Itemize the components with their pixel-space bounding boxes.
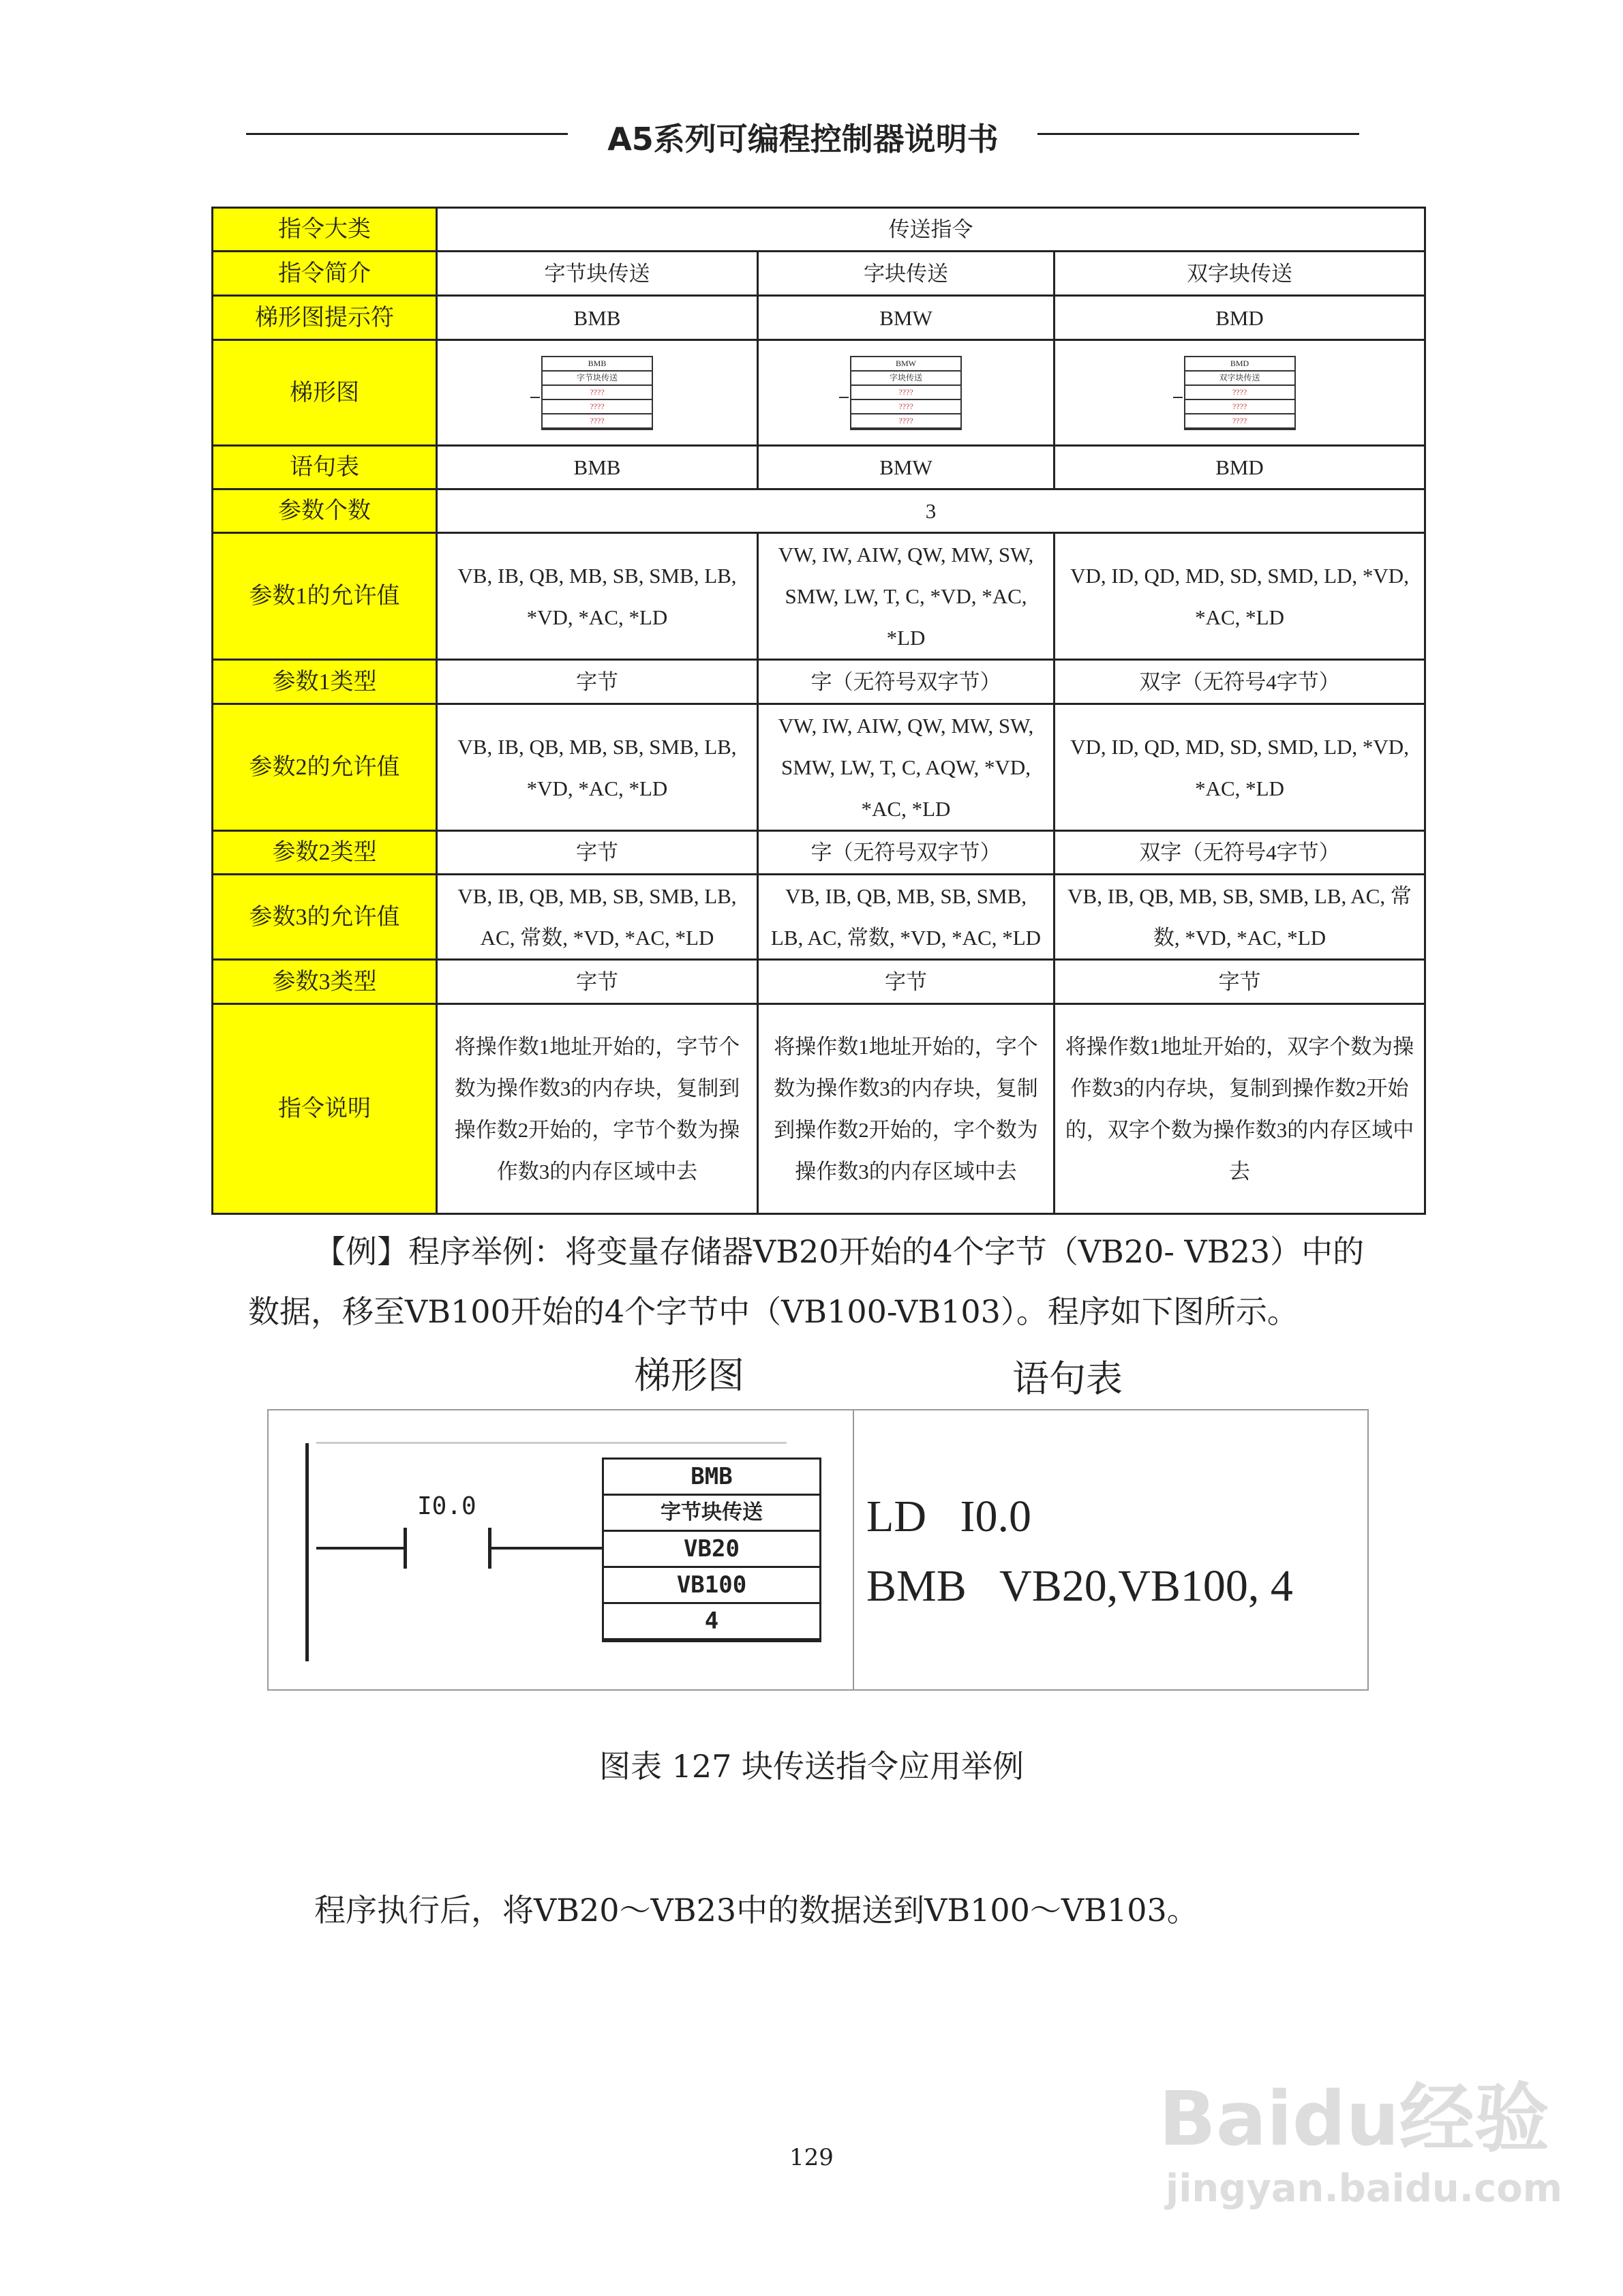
table-cell: VW, IW, AIW, QW, MW, SW, SMW, LW, T, C, *VD, *AC, *LD [758, 533, 1055, 660]
baidu-watermark [1159, 2059, 1562, 2211]
table-cell: BMB [437, 296, 758, 340]
row-header: 参数1的允许值 [213, 533, 437, 660]
top-guide-line [316, 1442, 787, 1444]
mini-param: ???? [851, 386, 960, 400]
table-cell: VD, ID, QD, MD, SD, SMD, LD, *VD, *AC, *LD [1055, 704, 1425, 831]
row-header: 参数个数 [213, 489, 437, 533]
rung-wire-left [316, 1547, 404, 1550]
table-cell: 字节 [1055, 960, 1425, 1004]
mini-ladder-box [1184, 356, 1296, 430]
watermark-url: jingyan.baidu.com [1166, 2166, 1563, 2211]
mini-desc: 字节块传送 [543, 372, 652, 386]
row-header: 指令说明 [213, 1004, 437, 1214]
table-cell: 将操作数1地址开始的，字个数为操作数3的内存块，复制到操作数2开始的，字个数为操作数3的内存区域中去 [758, 1004, 1055, 1214]
contact-left-bar [404, 1528, 407, 1569]
row-header: 语句表 [213, 446, 437, 489]
mini-ladder-box [850, 356, 962, 430]
figure-divider [853, 1410, 854, 1689]
table-cell: 双字（无符号4字节） [1055, 660, 1425, 704]
mini-opcode: BMB [543, 357, 652, 372]
table-cell: 3 [437, 489, 1425, 533]
table-cell: 字（无符号双字节） [758, 660, 1055, 704]
document-title: A5系列可编程控制器说明书 [607, 121, 999, 157]
table-cell: VD, ID, QD, MD, SD, SMD, LD, *VD, *AC, *LD [1055, 533, 1425, 660]
contact-address: I0.0 [417, 1492, 476, 1520]
mini-opcode: BMW [851, 357, 960, 372]
bmb-function-box [602, 1457, 821, 1642]
mini-param: ???? [1185, 386, 1294, 400]
rung-wire-right [491, 1547, 602, 1550]
ladder-label: 梯形图 [634, 1354, 744, 1397]
table-cell: BMW [758, 296, 1055, 340]
table-row [213, 660, 1425, 704]
instruction-table [211, 207, 1426, 1215]
box-description: 字节块传送 [604, 1496, 819, 1532]
table-cell: 双字块传送 [1055, 252, 1425, 296]
mini-desc: 字块传送 [851, 372, 960, 386]
box-param-out: VB100 [604, 1568, 819, 1604]
table-cell: VB, IB, QB, MB, SB, SMB, LB, AC, 常数, *VD, *AC, *LD [758, 875, 1055, 960]
table-cell: 字（无符号双字节） [758, 831, 1055, 875]
row-header: 参数3类型 [213, 960, 437, 1004]
table-cell: BMW [758, 446, 1055, 489]
mini-param: ???? [543, 386, 652, 400]
table-cell: 将操作数1地址开始的，字节个数为操作数3的内存块，复制到操作数2开始的，字节个数为操作数3的内存区域中去 [437, 1004, 758, 1214]
header-rule-right [1037, 133, 1359, 135]
table-cell: 字节 [437, 960, 758, 1004]
table-row [213, 446, 1425, 489]
row-header: 参数2的允许值 [213, 704, 437, 831]
table-cell: 传送指令 [437, 208, 1425, 252]
table-cell: 字节 [437, 660, 758, 704]
figure-caption: 图表 127 块传送指令应用举例 [598, 1748, 1025, 1785]
mini-param: ???? [543, 400, 652, 414]
mini-ladder-box [541, 356, 653, 430]
table-row [213, 960, 1425, 1004]
row-header: 参数3的允许值 [213, 875, 437, 960]
mini-desc: 双字块传送 [1185, 372, 1294, 386]
table-row [213, 1004, 1425, 1214]
table-cell: 双字（无符号4字节） [1055, 831, 1425, 875]
watermark-brand: Baidu经验 [1159, 2075, 1549, 2162]
row-header: 参数2类型 [213, 831, 437, 875]
table-row [213, 252, 1425, 296]
table-cell: 字节 [437, 831, 758, 875]
table-cell: VB, IB, QB, MB, SB, SMB, LB, *VD, *AC, *LD [437, 704, 758, 831]
table-row [213, 340, 1425, 446]
box-param-in: VB20 [604, 1532, 819, 1568]
ladder-thumbnail-cell [437, 340, 758, 446]
mini-param: ???? [851, 414, 960, 429]
example-figure [267, 1409, 1369, 1691]
table-cell: 字节 [758, 960, 1055, 1004]
table-cell: VB, IB, QB, MB, SB, SMB, LB, AC, 常数, *VD, *AC, *LD [1055, 875, 1425, 960]
page-number: 129 [789, 2144, 834, 2171]
table-row [213, 704, 1425, 831]
header-rule-left [246, 133, 568, 135]
box-param-n: 4 [604, 1604, 819, 1640]
table-row [213, 875, 1425, 960]
table-cell: 字节块传送 [437, 252, 758, 296]
table-cell: BMB [437, 446, 758, 489]
mini-param: ???? [543, 414, 652, 429]
box-opcode: BMB [604, 1460, 819, 1496]
ladder-thumbnail-cell [758, 340, 1055, 446]
result-text: 程序执行后，将VB20～VB23中的数据送到VB100～VB103。 [314, 1892, 1198, 1929]
table-row [213, 489, 1425, 533]
row-header: 指令大类 [213, 208, 437, 252]
row-header: 指令简介 [213, 252, 437, 296]
table-cell: VB, IB, QB, MB, SB, SMB, LB, *VD, *AC, *LD [437, 533, 758, 660]
table-row [213, 296, 1425, 340]
mini-param: ???? [851, 400, 960, 414]
table-cell: BMD [1055, 296, 1425, 340]
stl-line-2: BMB VB20,VB100, 4 [866, 1561, 1293, 1611]
table-cell: VB, IB, QB, MB, SB, SMB, LB, AC, 常数, *VD, *AC, *LD [437, 875, 758, 960]
mini-param: ???? [1185, 400, 1294, 414]
table-row [213, 831, 1425, 875]
example-line-1: 【例】程序举例：将变量存储器VB20开始的4个字节（VB20- VB23）中的 [314, 1233, 1365, 1270]
table-row [213, 208, 1425, 252]
row-header: 梯形图 [213, 340, 437, 446]
mini-opcode: BMD [1185, 357, 1294, 372]
stl-line-1: LD I0.0 [866, 1492, 1031, 1541]
power-rail [305, 1443, 309, 1661]
table-cell: BMD [1055, 446, 1425, 489]
row-header: 梯形图提示符 [213, 296, 437, 340]
example-line-2: 数据，移至VB100开始的4个字节中（VB100-VB103）。程序如下图所示。 [248, 1293, 1299, 1330]
row-header: 参数1类型 [213, 660, 437, 704]
table-cell: VW, IW, AIW, QW, MW, SW, SMW, LW, T, C, AQW, *VD, *AC, *LD [758, 704, 1055, 831]
stl-label: 语句表 [1012, 1357, 1123, 1400]
mini-param: ???? [1185, 414, 1294, 429]
table-cell: 将操作数1地址开始的，双字个数为操作数3的内存块，复制到操作数2开始的，双字个数为操作数3的内存区域中去 [1055, 1004, 1425, 1214]
ladder-thumbnail-cell [1055, 340, 1425, 446]
table-row [213, 533, 1425, 660]
table-cell: 字块传送 [758, 252, 1055, 296]
